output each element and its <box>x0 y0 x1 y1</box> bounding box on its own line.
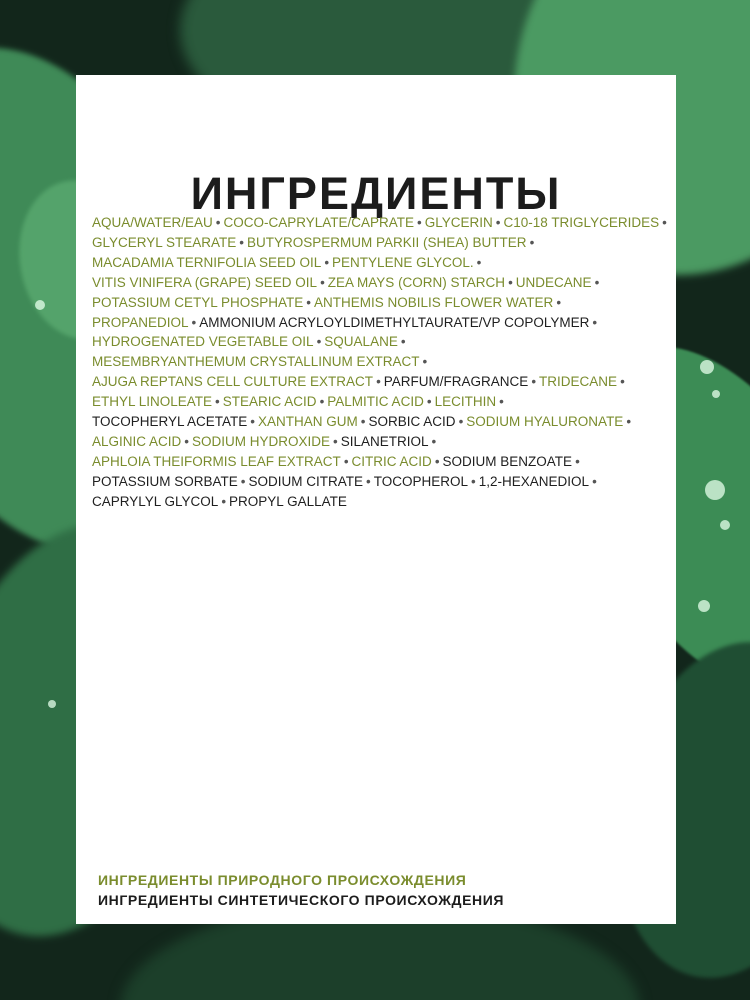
ingredient-natural: SODIUM HYDROXIDE <box>192 433 331 449</box>
ingredient-synthetic: TOCOPHERYL ACETATE <box>92 414 248 430</box>
separator-dot: • <box>592 314 598 330</box>
separator-dot: • <box>400 334 406 350</box>
ingredient-natural: C10-18 TRIGLYCERIDES <box>503 215 660 230</box>
legend-synthetic: ИНГРЕДИЕНТЫ СИНТЕТИЧЕСКОГО ПРОИСХОЖДЕНИЯ <box>98 892 505 908</box>
ingredient-row <box>92 253 672 273</box>
ingredient-synthetic: SILANETRIOL <box>340 433 429 449</box>
separator-dot: • <box>495 215 501 230</box>
separator-dot: • <box>191 314 197 330</box>
ingredient-synthetic: CAPRYLYL GLYCOL <box>92 493 219 509</box>
separator-dot: • <box>320 274 325 290</box>
ingredient-row <box>92 293 672 313</box>
separator-dot: • <box>426 394 432 410</box>
ingredient-synthetic: SODIUM BENZOATE <box>442 453 573 469</box>
ingredient-list <box>92 213 672 512</box>
separator-dot: • <box>417 215 422 230</box>
legend-natural: ИНГРЕДИЕНТЫ ПРИРОДНОГО ПРОИСХОЖДЕНИЯ <box>98 872 467 888</box>
ingredient-natural: GLYCERIN <box>424 215 493 230</box>
ingredient-natural: STEARIC ACID <box>222 394 317 410</box>
separator-dot: • <box>434 453 440 469</box>
separator-dot: • <box>476 254 482 270</box>
separator-dot: • <box>626 414 632 430</box>
ingredient-synthetic: AMMONIUM ACRYLOYLDIMETHYLTAURATE/VP COPOLYMER <box>199 314 590 330</box>
ingredient-natural: UNDECANE <box>515 274 592 290</box>
ingredients-card <box>76 75 676 924</box>
ingredient-synthetic: TOCOPHEROL <box>373 473 469 489</box>
ingredient-synthetic: 1,2-HEXANEDIOL <box>478 473 590 489</box>
ingredient-natural: MACADAMIA TERNIFOLIA SEED OIL <box>92 254 322 270</box>
ingredient-synthetic: POTASSIUM SORBATE <box>92 473 238 489</box>
separator-dot: • <box>360 414 366 430</box>
separator-dot: • <box>316 334 322 350</box>
ingredient-synthetic: SORBIC ACID <box>368 414 456 430</box>
dew-drop <box>35 300 45 310</box>
ingredient-row <box>92 392 672 412</box>
separator-dot: • <box>556 294 562 310</box>
ingredient-natural: VITIS VINIFERA (GRAPE) SEED OIL <box>92 274 318 290</box>
legend <box>98 870 504 910</box>
ingredient-natural: XANTHAN GUM <box>258 414 358 430</box>
ingredient-natural: PALMITIC ACID <box>327 394 424 410</box>
dew-drop <box>698 600 710 612</box>
ingredient-synthetic: PARFUM/FRAGRANCE <box>383 374 529 390</box>
separator-dot: • <box>594 274 600 290</box>
dew-drop <box>705 480 725 500</box>
separator-dot: • <box>471 473 476 489</box>
ingredient-natural: ZEA MAYS (CORN) STARCH <box>327 274 506 290</box>
ingredient-natural: ALGINIC ACID <box>92 433 182 449</box>
separator-dot: • <box>215 215 221 230</box>
ingredient-natural: AQUA/WATER/EAU <box>92 215 213 230</box>
separator-dot: • <box>508 274 513 290</box>
dew-drop <box>700 360 714 374</box>
ingredient-natural: ETHYL LINOLEATE <box>92 394 213 410</box>
ingredient-natural: GLYCERYL STEARATE <box>92 234 237 250</box>
ingredient-row <box>92 452 672 472</box>
ingredient-natural: SODIUM HYALURONATE <box>466 414 624 430</box>
separator-dot: • <box>620 374 625 390</box>
separator-dot: • <box>529 234 535 250</box>
separator-dot: • <box>343 453 349 469</box>
ingredient-natural: POTASSIUM CETYL PHOSPHATE <box>92 294 304 310</box>
ingredient-natural: COCO-CAPRYLATE/CAPRATE <box>223 215 415 230</box>
separator-dot: • <box>592 473 597 489</box>
separator-dot: • <box>499 394 504 410</box>
ingredient-row <box>92 412 672 432</box>
ingredient-row <box>92 233 672 253</box>
ingredient-natural: MESEMBRYANTHEMUM CRYSTALLINUM EXTRACT <box>92 354 420 370</box>
ingredient-natural: PENTYLENE GLYCOL. <box>332 254 474 270</box>
ingredient-synthetic: SODIUM CITRATE <box>248 473 364 489</box>
ingredient-row <box>92 472 672 492</box>
ingredient-natural: ANTHEMIS NOBILIS FLOWER WATER <box>314 294 554 310</box>
separator-dot: • <box>333 433 338 449</box>
dew-drop <box>712 390 720 398</box>
separator-dot: • <box>662 215 667 230</box>
ingredient-row <box>92 332 672 352</box>
separator-dot: • <box>184 433 190 449</box>
separator-dot: • <box>250 414 256 430</box>
ingredient-natural: CITRIC ACID <box>351 453 432 469</box>
separator-dot: • <box>324 254 330 270</box>
separator-dot: • <box>366 473 371 489</box>
ingredient-natural: PROPANEDIOL <box>92 314 189 330</box>
separator-dot: • <box>239 234 245 250</box>
separator-dot: • <box>319 394 325 410</box>
separator-dot: • <box>422 354 428 370</box>
separator-dot: • <box>531 374 537 390</box>
ingredient-natural: TRIDECANE <box>539 374 618 390</box>
ingredient-natural: LECITHIN <box>434 394 497 410</box>
separator-dot: • <box>306 294 312 310</box>
ingredient-row <box>92 372 672 392</box>
ingredient-natural: BUTYROSPERMUM PARKII (SHEA) BUTTER <box>247 234 527 250</box>
ingredient-synthetic: PROPYL GALLATE <box>229 493 347 509</box>
ingredient-row <box>92 352 672 372</box>
separator-dot: • <box>221 493 227 509</box>
ingredient-row <box>92 492 672 512</box>
separator-dot: • <box>458 414 464 430</box>
separator-dot: • <box>215 394 220 410</box>
ingredient-natural: APHLOIA THEIFORMIS LEAF EXTRACT <box>92 453 341 469</box>
ingredient-row <box>92 432 672 452</box>
page-title: ИНГРЕДИЕНТЫ <box>190 168 562 219</box>
separator-dot: • <box>575 453 580 469</box>
ingredient-natural: SQUALANE <box>324 334 398 350</box>
ingredient-row <box>92 273 672 293</box>
ingredient-natural: AJUGA REPTANS CELL CULTURE EXTRACT <box>92 374 374 390</box>
separator-dot: • <box>376 374 381 390</box>
dew-drop <box>720 520 730 530</box>
ingredient-row <box>92 213 672 233</box>
dew-drop <box>48 700 56 708</box>
ingredient-natural: HYDROGENATED VEGETABLE OIL <box>92 334 314 350</box>
separator-dot: • <box>240 473 246 489</box>
separator-dot: • <box>431 433 437 449</box>
ingredient-row <box>92 313 672 333</box>
